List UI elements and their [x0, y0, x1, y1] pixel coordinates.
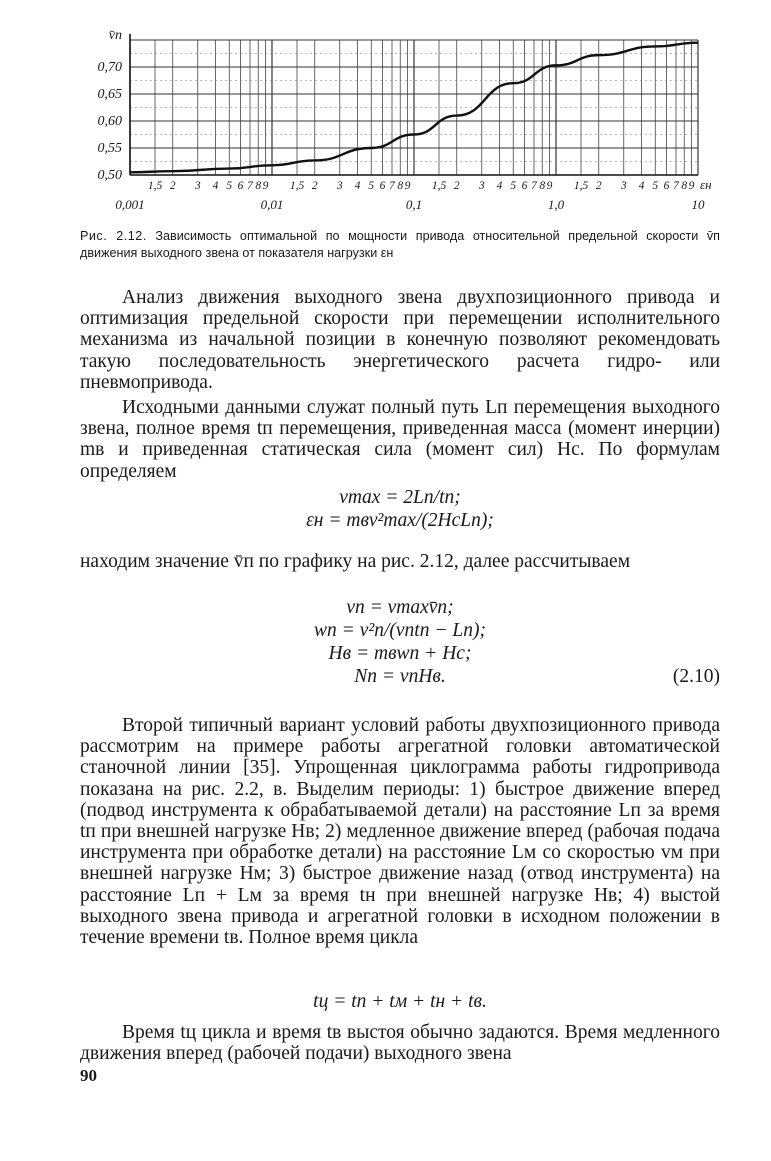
chart-grid [130, 40, 698, 175]
x-axis-label: εн [700, 177, 712, 192]
x-decade-label: 1,0 [547, 197, 565, 212]
x-minor-tick-label: 7 [247, 180, 253, 192]
formula-np-text: Nп = vпHв. [354, 666, 446, 687]
x-minor-tick-label: 3 [336, 180, 343, 192]
x-minor-tick-label: 1,5 [147, 180, 163, 192]
x-minor-tick-label: 8 [539, 180, 546, 192]
x-minor-tick-label: 4 [638, 180, 645, 192]
x-decade-label: 10 [691, 197, 705, 212]
x-minor-tick-label: 3 [478, 180, 485, 192]
x-minor-tick-label: 2 [453, 180, 460, 192]
x-minor-tick-label: 3 [194, 180, 201, 192]
formula-block-2 [80, 596, 720, 688]
x-minor-tick-label: 7 [531, 180, 537, 192]
formula-load-index: εн = mвv²max/(2HсLп); [306, 510, 494, 531]
x-minor-tick-label: 5 [510, 180, 517, 192]
optimal-speed-chart [70, 20, 720, 230]
x-minor-tick-label: 3 [620, 180, 627, 192]
equation-number: (2.10) [672, 666, 720, 687]
x-minor-tick-label: 7 [389, 180, 395, 192]
x-minor-tick-label: 2 [169, 180, 176, 192]
x-minor-tick-label: 6 [521, 180, 528, 192]
y-tick-label: 0,65 [97, 87, 122, 102]
paragraph-4 [80, 715, 720, 948]
x-minor-tick-label: 9 [546, 180, 553, 192]
paragraph-5-text: Время tц цикла и время tв выстоя обычно задаются. Время медленного движения вперед (рабочей подачи) выходного звена [80, 1022, 720, 1065]
formula-block-1 [80, 486, 720, 532]
paragraph-3-text: находим значение v̄п по графику на рис. 2.12, далее рассчитываем [80, 551, 631, 572]
formula-hv: Hв = mвwп + Hс; [328, 643, 472, 664]
x-minor-tick-label: 5 [652, 180, 659, 192]
y-tick-label: 0,70 [97, 60, 122, 75]
paragraph-2-text: Исходными данными служат полный путь Lп перемещения выходного звена, полное время tп перемещения, приведенная масса (момент инерции) mв и приведенная статическая сила (момент сил) Hс. По формулам определяем [80, 397, 720, 482]
x-minor-tick-label: 6 [379, 180, 386, 192]
formula-block-3 [80, 990, 720, 1013]
x-decade-label: 0,01 [260, 197, 284, 212]
x-minor-tick-label: 8 [397, 180, 404, 192]
x-minor-tick-label: 5 [226, 180, 233, 192]
x-minor-tick-label: 8 [255, 180, 262, 192]
y-tick-label: 0,55 [97, 141, 122, 156]
paragraph-1-text: Анализ движения выходного звена двухпозиционного привода и оптимизация предельной скорости при перемещении исполнительного механизма из начальной позиции в конечную позволяют рекомендовать такую последовательность энергетического расчета гидро- или пневмопривода. [80, 287, 720, 393]
x-minor-tick-label: 4 [496, 180, 503, 192]
x-minor-tick-label: 9 [688, 180, 695, 192]
x-minor-tick-label: 7 [673, 180, 679, 192]
x-minor-tick-label: 1,5 [289, 180, 305, 192]
y-tick-label: 0,60 [97, 114, 122, 129]
chart-labels [98, 28, 712, 212]
x-minor-tick-label: 4 [354, 180, 361, 192]
paragraph-1 [80, 287, 720, 393]
x-minor-tick-label: 8 [681, 180, 688, 192]
x-minor-tick-label: 2 [311, 180, 318, 192]
x-minor-tick-label: 6 [663, 180, 670, 192]
x-decade-label: 0,1 [405, 197, 423, 212]
caption-text: Зависимость оптимальной по мощности привода относительной предельной скорости v̄п движения выходного звена от показателя нагрузки εн [80, 229, 721, 260]
y-tick-label: 0,50 [97, 168, 122, 183]
y-axis-label: v̄п [108, 28, 122, 43]
figure-caption [80, 228, 720, 262]
formula-wp: wп = v²п/(vпtп − Lп); [314, 620, 486, 641]
x-minor-tick-label: 6 [237, 180, 244, 192]
x-minor-tick-label: 9 [262, 180, 269, 192]
formula-np [80, 665, 720, 688]
paragraph-2 [80, 397, 720, 482]
x-minor-tick-label: 4 [212, 180, 219, 192]
paragraph-3 [80, 551, 720, 572]
formula-vp: vп = vmaxv̄п; [346, 597, 454, 618]
formula-cycle-time: tц = tп + tм + tн + tв. [313, 991, 487, 1012]
page-number: 90 [80, 1066, 97, 1085]
x-minor-tick-label: 5 [368, 180, 375, 192]
x-decade-label: 0,001 [115, 197, 145, 212]
x-minor-tick-label: 2 [595, 180, 602, 192]
paragraph-5 [80, 1022, 720, 1064]
formula-vmax: vmax = 2Lп/tп; [339, 487, 461, 508]
paragraph-4-text: Второй типичный вариант условий работы двухпозиционного привода рассмотрим на примере работы агрегатной головки автоматической станочной линии [35]. Упрощенная циклограмма работы гидропривода показана на рис. 2.2, в. Выделим периоды: 1) быстрое движение вперед (подвод инструмента к обрабатываемой детали) на расстояние Lп за время tп при внешней нагрузке Hв; 2) медленное движение вперед (рабочая подача инструмента при обработке детали) на расстояние Lм со скоростью vм при внешней нагрузке Hм; 3) быстрое движение назад (отвод инструмента) на расстояние Lп + Lм за время tн при внешней нагрузке Hв; 4) выстой выходного звена привода и агрегатной головки в исходном положении в течение времени tв. Полное время цикла [80, 715, 720, 949]
x-minor-tick-label: 1,5 [431, 180, 447, 192]
caption-label: Рис. 2.12. [80, 229, 147, 243]
x-minor-tick-label: 9 [404, 180, 411, 192]
x-minor-tick-label: 1,5 [573, 180, 589, 192]
